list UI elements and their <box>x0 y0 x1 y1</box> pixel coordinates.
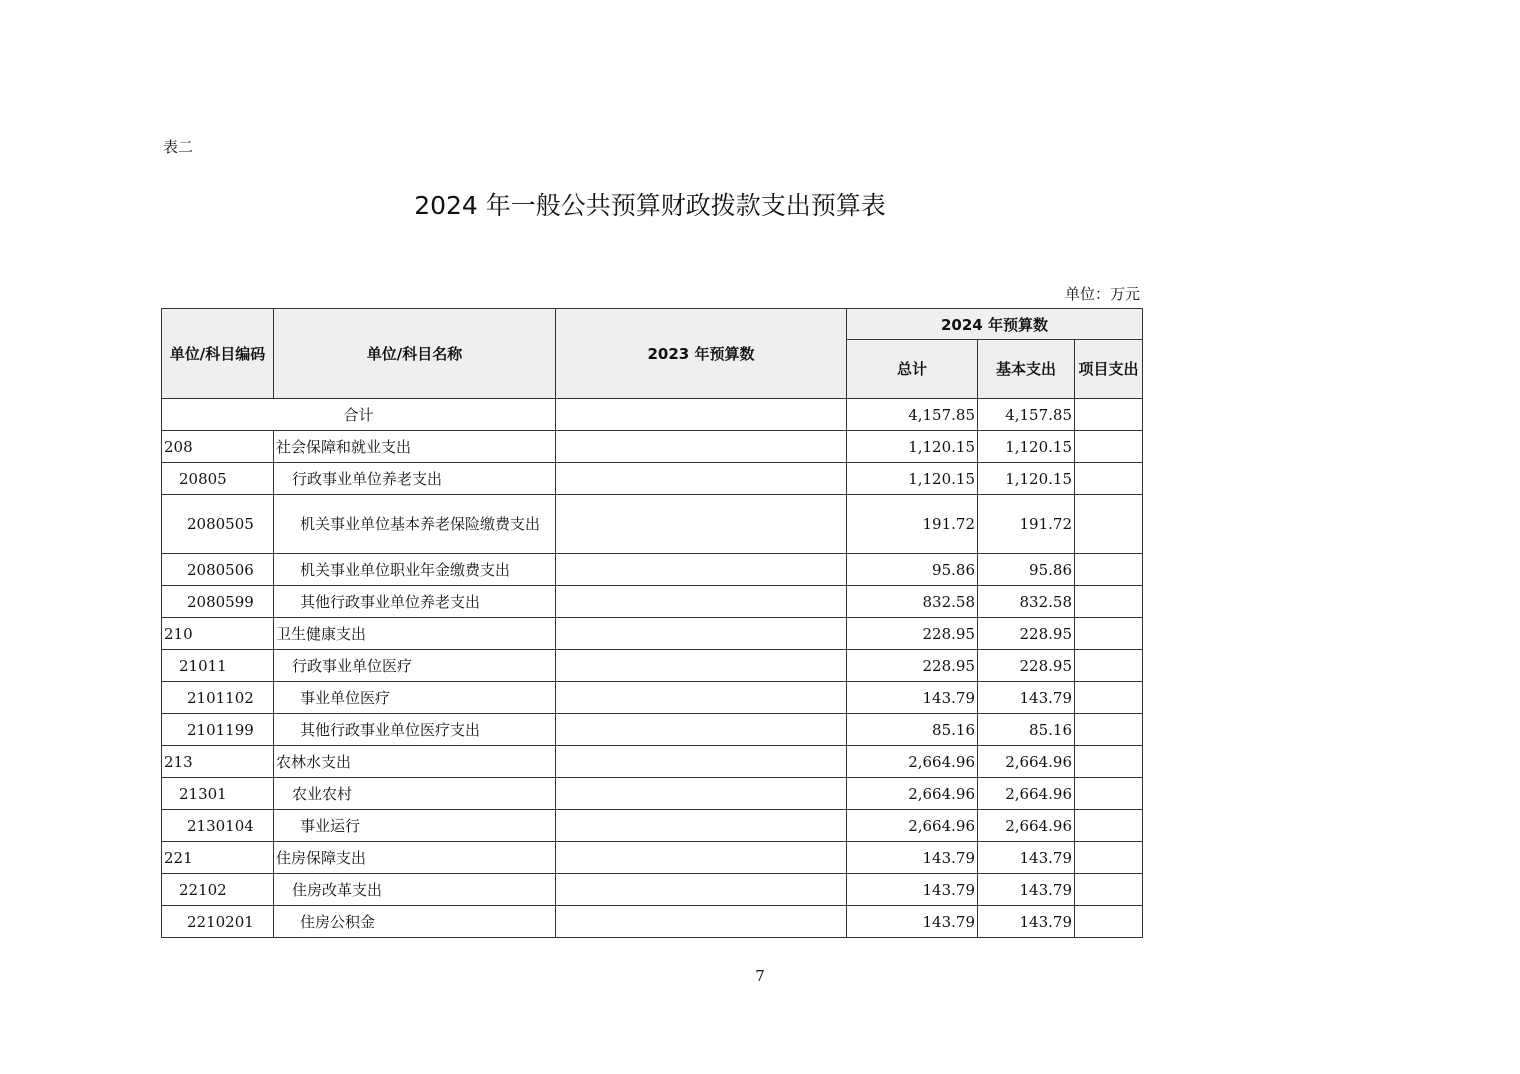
row-prev <box>556 874 847 906</box>
table-row <box>162 554 1143 586</box>
row-prev <box>556 463 847 495</box>
row-code: 22102 <box>162 874 274 906</box>
row-name: 住房改革支出 <box>274 874 556 906</box>
row-basic: 95.86 <box>978 554 1075 586</box>
row-code: 2080599 <box>162 586 274 618</box>
row-basic: 143.79 <box>978 682 1075 714</box>
row-project <box>1075 586 1143 618</box>
row-project <box>1075 778 1143 810</box>
row-basic: 143.79 <box>978 906 1075 938</box>
table-row <box>162 714 1143 746</box>
row-project <box>1075 746 1143 778</box>
row-basic: 1,120.15 <box>978 463 1075 495</box>
table-row <box>162 618 1143 650</box>
table-row <box>162 431 1143 463</box>
row-basic: 832.58 <box>978 586 1075 618</box>
table-caption: 表二 <box>163 138 194 156</box>
row-total: 1,120.15 <box>847 431 978 463</box>
table-row <box>162 778 1143 810</box>
row-name: 行政事业单位医疗 <box>274 650 556 682</box>
row-project <box>1075 842 1143 874</box>
row-prev <box>556 778 847 810</box>
row-total: 143.79 <box>847 682 978 714</box>
row-code: 2210201 <box>162 906 274 938</box>
row-prev <box>556 810 847 842</box>
row-prev <box>556 586 847 618</box>
row-project <box>1075 618 1143 650</box>
row-total: 1,120.15 <box>847 463 978 495</box>
row-code: 20805 <box>162 463 274 495</box>
row-name: 其他行政事业单位医疗支出 <box>274 714 556 746</box>
row-name: 住房保障支出 <box>274 842 556 874</box>
row-code: 2080505 <box>162 495 274 554</box>
row-name: 农业农村 <box>274 778 556 810</box>
row-code: 2080506 <box>162 554 274 586</box>
total-basic: 4,157.85 <box>978 399 1075 431</box>
row-project <box>1075 650 1143 682</box>
row-total: 2,664.96 <box>847 810 978 842</box>
row-name: 农林水支出 <box>274 746 556 778</box>
table-row <box>162 586 1143 618</box>
table-row <box>162 463 1143 495</box>
table-row <box>162 682 1143 714</box>
header-project: 项目支出 <box>1075 340 1143 399</box>
row-name: 社会保障和就业支出 <box>274 431 556 463</box>
row-total: 191.72 <box>847 495 978 554</box>
total-row <box>162 399 1143 431</box>
row-total: 85.16 <box>847 714 978 746</box>
row-basic: 2,664.96 <box>978 778 1075 810</box>
total-project <box>1075 399 1143 431</box>
row-code: 21011 <box>162 650 274 682</box>
row-prev <box>556 714 847 746</box>
row-project <box>1075 431 1143 463</box>
row-total: 95.86 <box>847 554 978 586</box>
row-prev <box>556 618 847 650</box>
row-code: 2101199 <box>162 714 274 746</box>
row-basic: 191.72 <box>978 495 1075 554</box>
row-total: 143.79 <box>847 842 978 874</box>
header-2024-group: 2024 年预算数 <box>847 309 1143 340</box>
table-row <box>162 842 1143 874</box>
row-total: 2,664.96 <box>847 746 978 778</box>
unit-label: 单位：万元 <box>1064 285 1140 303</box>
row-name: 住房公积金 <box>274 906 556 938</box>
header-name: 单位/科目名称 <box>274 309 556 399</box>
row-prev <box>556 746 847 778</box>
total-prev <box>556 399 847 431</box>
row-project <box>1075 495 1143 554</box>
row-name: 机关事业单位职业年金缴费支出 <box>274 554 556 586</box>
row-project <box>1075 554 1143 586</box>
row-basic: 143.79 <box>978 874 1075 906</box>
row-name: 行政事业单位养老支出 <box>274 463 556 495</box>
page-number: 7 <box>755 967 765 985</box>
table-header <box>162 309 1143 399</box>
row-basic: 1,120.15 <box>978 431 1075 463</box>
row-project <box>1075 463 1143 495</box>
row-project <box>1075 874 1143 906</box>
row-basic: 143.79 <box>978 842 1075 874</box>
row-code: 213 <box>162 746 274 778</box>
row-code: 2130104 <box>162 810 274 842</box>
row-prev <box>556 906 847 938</box>
total-label: 合计 <box>162 399 556 431</box>
row-project <box>1075 682 1143 714</box>
table-row <box>162 650 1143 682</box>
row-basic: 2,664.96 <box>978 810 1075 842</box>
row-basic: 228.95 <box>978 618 1075 650</box>
table-row <box>162 874 1143 906</box>
row-total: 832.58 <box>847 586 978 618</box>
row-prev <box>556 431 847 463</box>
row-basic: 85.16 <box>978 714 1075 746</box>
row-code: 210 <box>162 618 274 650</box>
header-basic: 基本支出 <box>978 340 1075 399</box>
row-total: 228.95 <box>847 618 978 650</box>
row-prev <box>556 842 847 874</box>
budget-table <box>161 308 1143 938</box>
row-project <box>1075 906 1143 938</box>
row-basic: 2,664.96 <box>978 746 1075 778</box>
row-prev <box>556 682 847 714</box>
table-row <box>162 746 1143 778</box>
row-total: 2,664.96 <box>847 778 978 810</box>
row-name: 卫生健康支出 <box>274 618 556 650</box>
row-total: 143.79 <box>847 874 978 906</box>
row-name: 事业单位医疗 <box>274 682 556 714</box>
row-total: 228.95 <box>847 650 978 682</box>
row-code: 208 <box>162 431 274 463</box>
row-project <box>1075 714 1143 746</box>
row-name: 事业运行 <box>274 810 556 842</box>
row-code: 221 <box>162 842 274 874</box>
row-prev <box>556 495 847 554</box>
row-prev <box>556 554 847 586</box>
row-prev <box>556 650 847 682</box>
row-name: 其他行政事业单位养老支出 <box>274 586 556 618</box>
row-total: 143.79 <box>847 906 978 938</box>
header-total: 总计 <box>847 340 978 399</box>
table-row <box>162 810 1143 842</box>
row-basic: 228.95 <box>978 650 1075 682</box>
header-code: 单位/科目编码 <box>162 309 274 399</box>
table-row <box>162 906 1143 938</box>
total-total: 4,157.85 <box>847 399 978 431</box>
row-code: 2101102 <box>162 682 274 714</box>
row-project <box>1075 810 1143 842</box>
row-code: 21301 <box>162 778 274 810</box>
row-name: 机关事业单位基本养老保险缴费支出 <box>274 495 556 554</box>
page-title: 2024 年一般公共预算财政拨款支出预算表 <box>414 191 886 220</box>
header-prev-year: 2023 年预算数 <box>556 309 847 399</box>
table-row <box>162 495 1143 554</box>
